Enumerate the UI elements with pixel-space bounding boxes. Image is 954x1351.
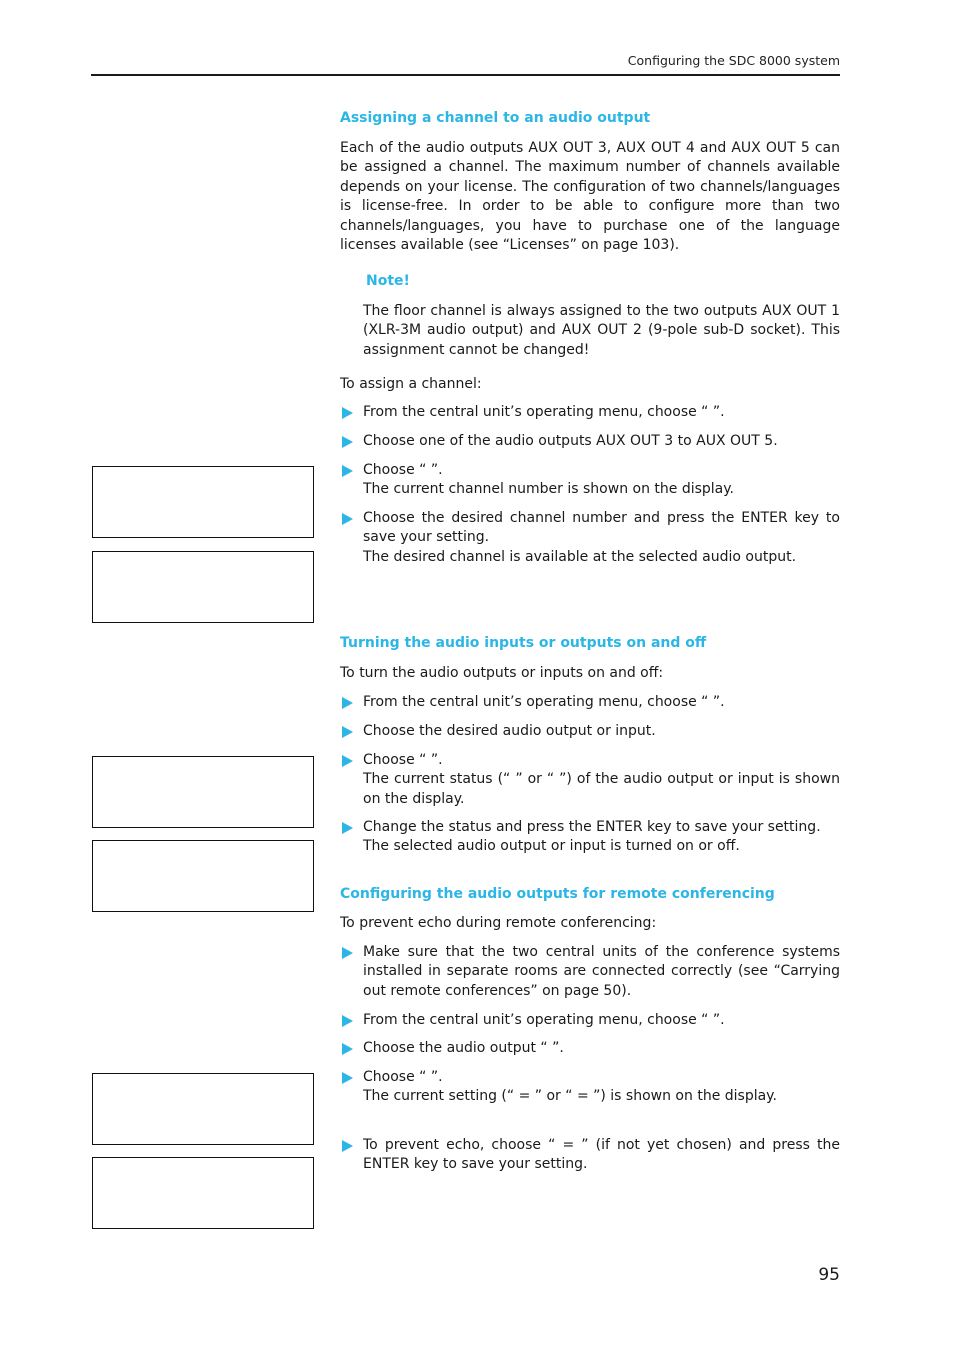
section2-step-4 (340, 818, 840, 857)
step-text: Choose the desired channel number and press the ENTER key to save your setting. (363, 510, 840, 546)
section2-step-2 (340, 722, 840, 741)
header-rule (91, 74, 840, 76)
note-title: Note! (366, 273, 410, 289)
arrow-right-icon (342, 1043, 353, 1055)
display-screenshot-frame (92, 551, 314, 623)
section3-step-2 (340, 1011, 840, 1030)
section3-step-1 (340, 943, 840, 1001)
arrow-right-icon (342, 822, 353, 834)
display-screenshot-frame (92, 1157, 314, 1229)
section1-step-1 (340, 403, 840, 422)
section1-intro-text: Each of the audio outputs AUX OUT 3, AUX OUT 4 and AUX OUT 5 can be assigned a channel. The maximum number of channels available depends on your license. The configuration of two channels/languages is license-free. In order to be able to configure more than two channels/languages, you have to purchase one of the language licenses available (see “Licenses” on page 103). (340, 140, 840, 254)
section2-step-1 (340, 693, 840, 712)
step-text: From the central unit’s operating menu, choose “ ”. (363, 694, 725, 710)
note-text: The floor channel is always assigned to the two outputs AUX OUT 1 (XLR-3M audio output) and AUX OUT 2 (9-pole sub-D socket). This assignment cannot be changed! (363, 303, 840, 358)
display-screenshot-frame (92, 466, 314, 538)
section1-step-2 (340, 432, 840, 451)
arrow-right-icon (342, 697, 353, 709)
arrow-right-icon (342, 1072, 353, 1084)
step-text: From the central unit’s operating menu, choose “ ”. (363, 1012, 725, 1028)
arrow-right-icon (342, 513, 353, 525)
section-heading-remote-conferencing: Configuring the audio outputs for remote conferencing (340, 886, 775, 902)
section-heading-turn-on-off: Turning the audio inputs or outputs on and off (340, 635, 707, 651)
arrow-right-icon (342, 726, 353, 738)
section1-step-4 (340, 509, 840, 567)
section2-lead (340, 664, 840, 683)
note-body (363, 302, 840, 360)
section1-lead-text: To assign a channel: (340, 376, 482, 392)
section3-step-3 (340, 1039, 840, 1058)
step-text: Choose “ ”. (363, 462, 443, 478)
section3-step-4 (340, 1068, 840, 1107)
step-text: Choose “ ”. (363, 1069, 443, 1085)
section1-step-3 (340, 461, 840, 500)
arrow-right-icon (342, 465, 353, 477)
step-text: Change the status and press the ENTER key to save your setting. (363, 819, 821, 835)
section3-step-5 (340, 1136, 840, 1175)
display-screenshot-frame (92, 1073, 314, 1145)
step-text: From the central unit’s operating menu, choose “ ”. (363, 404, 725, 420)
section2-step-3 (340, 751, 840, 809)
header-title: Configuring the SDC 8000 system (627, 53, 840, 68)
arrow-right-icon (342, 1015, 353, 1027)
step-text: Choose one of the audio outputs AUX OUT 3 to AUX OUT 5. (363, 433, 778, 449)
arrow-right-icon (342, 407, 353, 419)
step-text: Choose the audio output “ ”. (363, 1040, 564, 1056)
arrow-right-icon (342, 947, 353, 959)
section2-lead-text: To turn the audio outputs or inputs on and off: (340, 665, 664, 681)
page-number: 95 (818, 1265, 840, 1285)
arrow-right-icon (342, 436, 353, 448)
section3-lead-text: To prevent echo during remote conferencing: (340, 915, 657, 931)
step-result: The current status (“ ” or “ ”) of the audio output or input is shown on the display. (363, 771, 840, 807)
section1-intro (340, 139, 840, 255)
arrow-right-icon (342, 755, 353, 767)
display-screenshot-frame (92, 756, 314, 828)
step-text: Choose the desired audio output or input. (363, 723, 656, 739)
section1-lead (340, 375, 840, 394)
step-result: The desired channel is available at the selected audio output. (363, 548, 797, 565)
arrow-right-icon (342, 1140, 353, 1152)
step-text: Choose “ ”. (363, 752, 443, 768)
display-screenshot-frame (92, 840, 314, 912)
section-heading-assign-channel: Assigning a channel to an audio output (340, 110, 651, 126)
step-result: The current channel number is shown on the display. (363, 481, 734, 498)
section3-lead (340, 914, 840, 933)
step-result: The selected audio output or input is turned on or off. (363, 838, 740, 855)
step-text: Make sure that the two central units of the conference systems installed in separate rooms are connected correctly (see “Carrying out remote conferences” on page 50). (363, 944, 840, 999)
step-text: To prevent echo, choose “ = ” (if not yet chosen) and press the ENTER key to save your setting. (363, 1137, 840, 1173)
step-result: The current setting (“ = ” or “ = ”) is shown on the display. (363, 1088, 777, 1105)
